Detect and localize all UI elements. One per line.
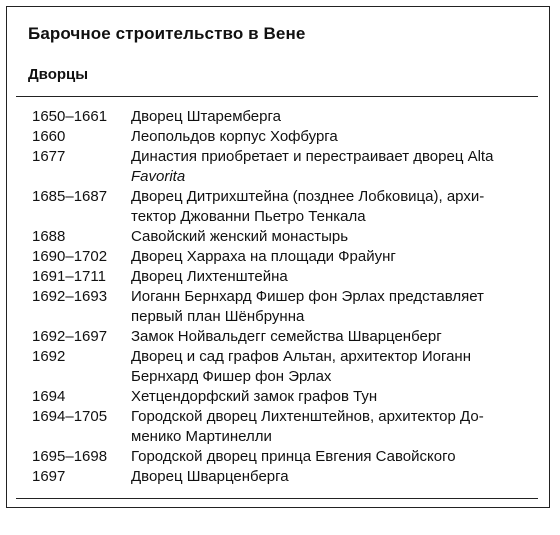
divider-bottom bbox=[16, 498, 538, 499]
entry-year: 1694–1705 bbox=[32, 408, 108, 425]
page-title: Барочное строительство в Вене bbox=[28, 24, 306, 43]
entry-description bbox=[131, 147, 520, 187]
entry-row bbox=[32, 127, 520, 147]
entry-line: Замок Нойвальдегг семейства Шварценберг bbox=[131, 328, 442, 345]
entry-line: первый план Шёнбрунна bbox=[131, 308, 305, 325]
entry-year: 1677 bbox=[32, 148, 66, 165]
entry-year: 1685–1687 bbox=[32, 188, 108, 205]
entry-year: 1697 bbox=[32, 468, 66, 485]
entry-description bbox=[131, 467, 520, 487]
entry-line-italic: Favorita bbox=[131, 168, 186, 185]
entry-year: 1660 bbox=[32, 128, 66, 145]
entry-row bbox=[32, 227, 520, 247]
entry-row bbox=[32, 287, 520, 327]
entry-row bbox=[32, 327, 520, 347]
entry-year: 1690–1702 bbox=[32, 248, 108, 265]
entry-description bbox=[131, 347, 520, 387]
entry-description bbox=[131, 127, 520, 147]
entry-description bbox=[131, 107, 520, 127]
entry-description bbox=[131, 187, 520, 227]
entry-description bbox=[131, 287, 520, 327]
entry-row bbox=[32, 447, 520, 467]
entry-year: 1650–1661 bbox=[32, 108, 108, 125]
entry-year: 1695–1698 bbox=[32, 448, 108, 465]
entry-description bbox=[131, 247, 520, 267]
divider-top bbox=[16, 96, 538, 97]
entry-row bbox=[32, 187, 520, 227]
entry-row bbox=[32, 387, 520, 407]
entry-row bbox=[32, 247, 520, 267]
entry-description bbox=[131, 447, 520, 467]
entry-line: Хетцендорфский замок графов Тун bbox=[131, 388, 378, 405]
entry-year: 1691–1711 bbox=[32, 268, 106, 285]
entry-description bbox=[131, 267, 520, 287]
entry-line: Городской дворец Лихтенштейнов, архитектор До- bbox=[131, 408, 484, 425]
entry-description bbox=[131, 227, 520, 247]
entry-line: Дворец Лихтенштейна bbox=[131, 268, 288, 285]
entry-year: 1692 bbox=[32, 348, 66, 365]
entry-line: Бернхард Фишер фон Эрлах bbox=[131, 368, 332, 385]
entry-line: Городской дворец принца Евгения Савойского bbox=[131, 448, 456, 465]
entry-year: 1692–1697 bbox=[32, 328, 108, 345]
entry-year: 1694 bbox=[32, 388, 66, 405]
entry-line: менико Мартинелли bbox=[131, 428, 272, 445]
entry-line: Дворец Харраха на площади Фрайунг bbox=[131, 248, 396, 265]
entry-line: Дворец Штаремберга bbox=[131, 108, 281, 125]
entry-line: Савойский женский монастырь bbox=[131, 228, 349, 245]
entry-row bbox=[32, 467, 520, 487]
entry-description bbox=[131, 407, 520, 447]
entry-line: тектор Джованни Пьетро Тенкала bbox=[131, 208, 366, 225]
entry-description bbox=[131, 327, 520, 347]
entry-year: 1688 bbox=[32, 228, 66, 245]
entry-row bbox=[32, 147, 520, 187]
entry-line: Дворец Шварценберга bbox=[131, 468, 289, 485]
entry-line: Леопольдов корпус Хофбурга bbox=[131, 128, 338, 145]
entry-line: Династия приобретает и перестраивает дворец Alta bbox=[131, 148, 494, 165]
entry-row bbox=[32, 347, 520, 387]
entry-row bbox=[32, 407, 520, 447]
entry-line: Дворец Дитрихштейна (позднее Лобковица), архи- bbox=[131, 188, 485, 205]
entry-row bbox=[32, 267, 520, 287]
entry-year: 1692–1693 bbox=[32, 288, 108, 305]
entry-description bbox=[131, 387, 520, 407]
entry-line: Иоганн Бернхард Фишер фон Эрлах представляет bbox=[131, 288, 484, 305]
entry-list bbox=[32, 107, 520, 487]
entry-row bbox=[32, 107, 520, 127]
section-heading: Дворцы bbox=[28, 66, 89, 83]
entry-line: Дворец и сад графов Альтан, архитектор Иоганн bbox=[131, 348, 471, 365]
entry-line bbox=[131, 167, 520, 187]
